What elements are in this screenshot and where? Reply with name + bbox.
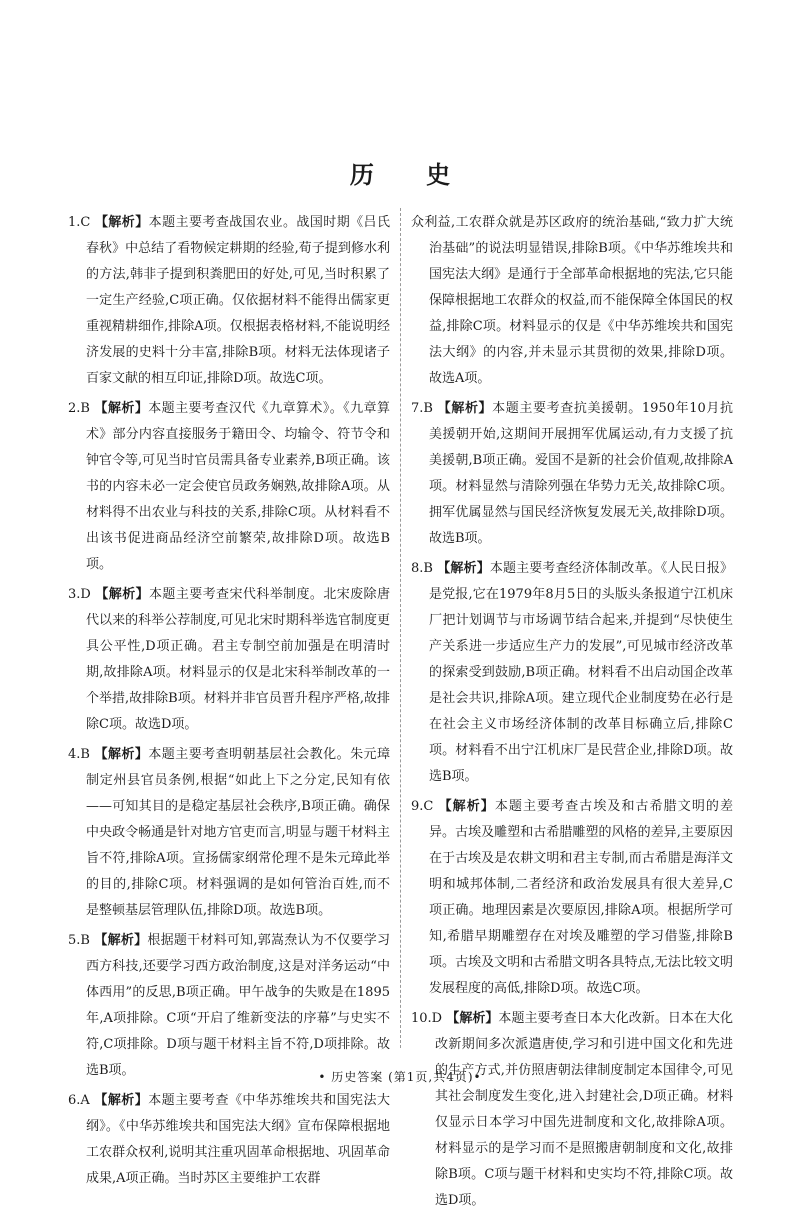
item-text: 本题主要考查古埃及和古希腊文明的差异。古埃及雕塑和古希腊雕塑的风格的差异,主要原因在于古埃及是农耕文明和君主专制,而古希腊是海洋文明和城邦体制,二者经济和政治发展具有很大差异,C项正确。地理因素是次要原因,排除A项。根据所学可知,希腊早期雕塑存在对埃及雕塑的学习借鉴,排除B项。古埃及文明和古希腊文明各具特点,无法比较文明发展程度的高低,排除D项。故选C项。 — [429, 799, 733, 996]
item-number: 4.B — [68, 747, 90, 762]
item-text: 本题主要考查抗美援朝。1950年10月抗美援朝开始,这期间开展拥军优属运动,有力支援了抗美援朝,B项正确。爱国不是新的社会价值观,故排除A项。材料显然与清除列强在华势力无关,故排除C项。拥军优属显然与国民经济恢复发展无关,故排除D项。故选B项。 — [429, 401, 733, 546]
answer-column-left — [68, 210, 390, 1196]
analysis-tag: 【解析】 — [95, 587, 150, 602]
answer-item — [411, 1006, 733, 1214]
item-text: 本题主要考查明朝基层社会教化。朱元璋制定州县官员条例,根据“如此上下之分定,民知有依——可知其目的是稳定基层社会秩序,B项正确。确保中央政令畅通是针对地方官吏而言,明显与题干材料主旨不符,排除A项。宣扬儒家纲常伦理不是朱元璋此举的目的,排除C项。材料强调的是如何管治百姓,而不是整顿基层管理队伍,排除D项。故选B项。 — [86, 747, 390, 918]
item-text: 本题主要考查宋代科举制度。北宋废除唐代以来的科举公荐制度,可见北宋时期科举选官制度更具公平性,D项正确。君主专制空前加强是在明清时期,故排除A项。材料显示的仅是北宋科举制改革的一个举措,故排除B项。材料并非官员晋升程序严格,故排除C项。故选D项。 — [86, 587, 390, 732]
analysis-tag: 【解析】 — [446, 1011, 499, 1026]
item-number: 3.D — [68, 587, 91, 602]
item-number: 9.C — [411, 799, 434, 814]
item-text: 本题主要考查《中华苏维埃共和国宪法大纲》。《中华苏维埃共和国宪法大纲》宣布保障根据地工农群众权利,说明其注重巩固革命根据地、巩固革命成果,A项正确。当时苏区主要维护工农群 — [86, 1093, 390, 1186]
answer-item — [68, 396, 390, 578]
analysis-tag: 【解析】 — [94, 401, 149, 416]
item-number: 5.B — [68, 933, 90, 948]
answer-item — [68, 742, 390, 924]
analysis-tag: 【解析】 — [437, 401, 493, 416]
answer-item — [411, 396, 733, 552]
answer-item — [68, 928, 390, 1084]
page-footer: • 历史答案 (第1页,共4页)• — [318, 1070, 482, 1084]
page-title: 历 史 — [349, 161, 473, 189]
answer-item — [411, 794, 733, 1002]
item-text: 本题主要考查经济体制改革。《人民日报》是党报,它在1979年8月5日的头版头条报道宁江机床厂把计划调节与市场调节结合起来,并提到“尽快使生产关系进一步适应生产力的发展”,可见城市经济改革的探索受到鼓励,B项正确。材料看不出启动国企改革是社会共识,排除A项。建立现代企业制度势在必行是在社会主义市场经济体制的改革目标确立后,排除C项。材料看不出宁江机床厂是民营企业,排除D项。故选B项。 — [429, 561, 733, 784]
answer-item-continued — [411, 210, 733, 392]
analysis-tag: 【解析】 — [438, 799, 495, 814]
item-text: 众利益,工农群众就是苏区政府的统治基础,“致力扩大统治基础”的说法明显错误,排除B项。《中华苏维埃共和国宪法大纲》是通行于全部革命根据地的宪法,它只能保障根据地工农群众的权益,而不能保障全体国民的权益,排除C项。材料显示的仅是《中华苏维埃共和国宪法大纲》的内容,并未显示其贯彻的效果,排除D项。故选A项。 — [411, 215, 733, 386]
item-text: 根据题干材料可知,郭嵩焘认为不仅要学习西方科技,还要学习西方政治制度,这是对洋务运动“中体西用”的反思,B项正确。甲午战争的失败是在1895年,A项排除。C项“开启了维新变法的序幕”与史实不符,C项排除。D项与题干材料主旨不符,D项排除。故选B项。 — [86, 933, 390, 1078]
column-divider — [400, 208, 401, 1048]
analysis-tag: 【解析】 — [94, 747, 149, 762]
item-number: 8.B — [411, 561, 433, 576]
item-text: 本题主要考查日本大化改新。日本在大化改新期间多次派遣唐使,学习和引进中国文化和先进的生产方式,并仿照唐朝法律制度制定本国律令,可见其社会制度发生变化,进入封建社会,D项正确。材料仅显示日本学习中国先进制度和文化,故排除A项。材料显示的是学习而不是照搬唐朝制度和文化,故排除B项。C项与题干材料和史实均不符,排除C项。故选D项。 — [435, 1011, 733, 1208]
answer-item — [68, 1088, 390, 1192]
analysis-tag: 【解析】 — [94, 933, 148, 948]
item-number: 10.D — [411, 1011, 443, 1026]
analysis-tag: 【解析】 — [94, 1093, 149, 1108]
item-number: 7.B — [411, 401, 433, 416]
item-text: 本题主要考查战国农业。战国时期《吕氏春秋》中总结了看物候定耕期的经验,荀子提到修水利的方法,韩非子提到积粪肥田的好处,可见,当时积累了一定生产经验,C项正确。仅依据材料不能得出儒家更重视精耕细作,排除A项。仅根据表格材料,不能说明经济发展的史料十分丰富,排除B项。材料无法体现诸子百家文献的相互印证,排除D项。故选C项。 — [86, 215, 390, 386]
analysis-tag: 【解析】 — [437, 561, 490, 576]
answer-column-right — [411, 210, 733, 1218]
item-number: 2.B — [68, 401, 90, 416]
analysis-tag: 【解析】 — [94, 215, 149, 230]
item-number: 6.A — [68, 1093, 90, 1108]
answer-item — [411, 556, 733, 790]
item-number: 1.C — [68, 215, 91, 230]
answer-item — [68, 582, 390, 738]
answer-item — [68, 210, 390, 392]
item-text: 本题主要考查汉代《九章算术》。《九章算术》部分内容直接服务于籍田令、均输令、符节令和钟官令等,可见当时官员需具备专业素养,B项正确。该书的内容未必一定会使官员政务娴熟,故排除A项。从材料得不出农业与科技的关系,排除C项。从材料看不出该书促进商品经济空前繁荣,故排除D项。故选B项。 — [86, 401, 390, 572]
